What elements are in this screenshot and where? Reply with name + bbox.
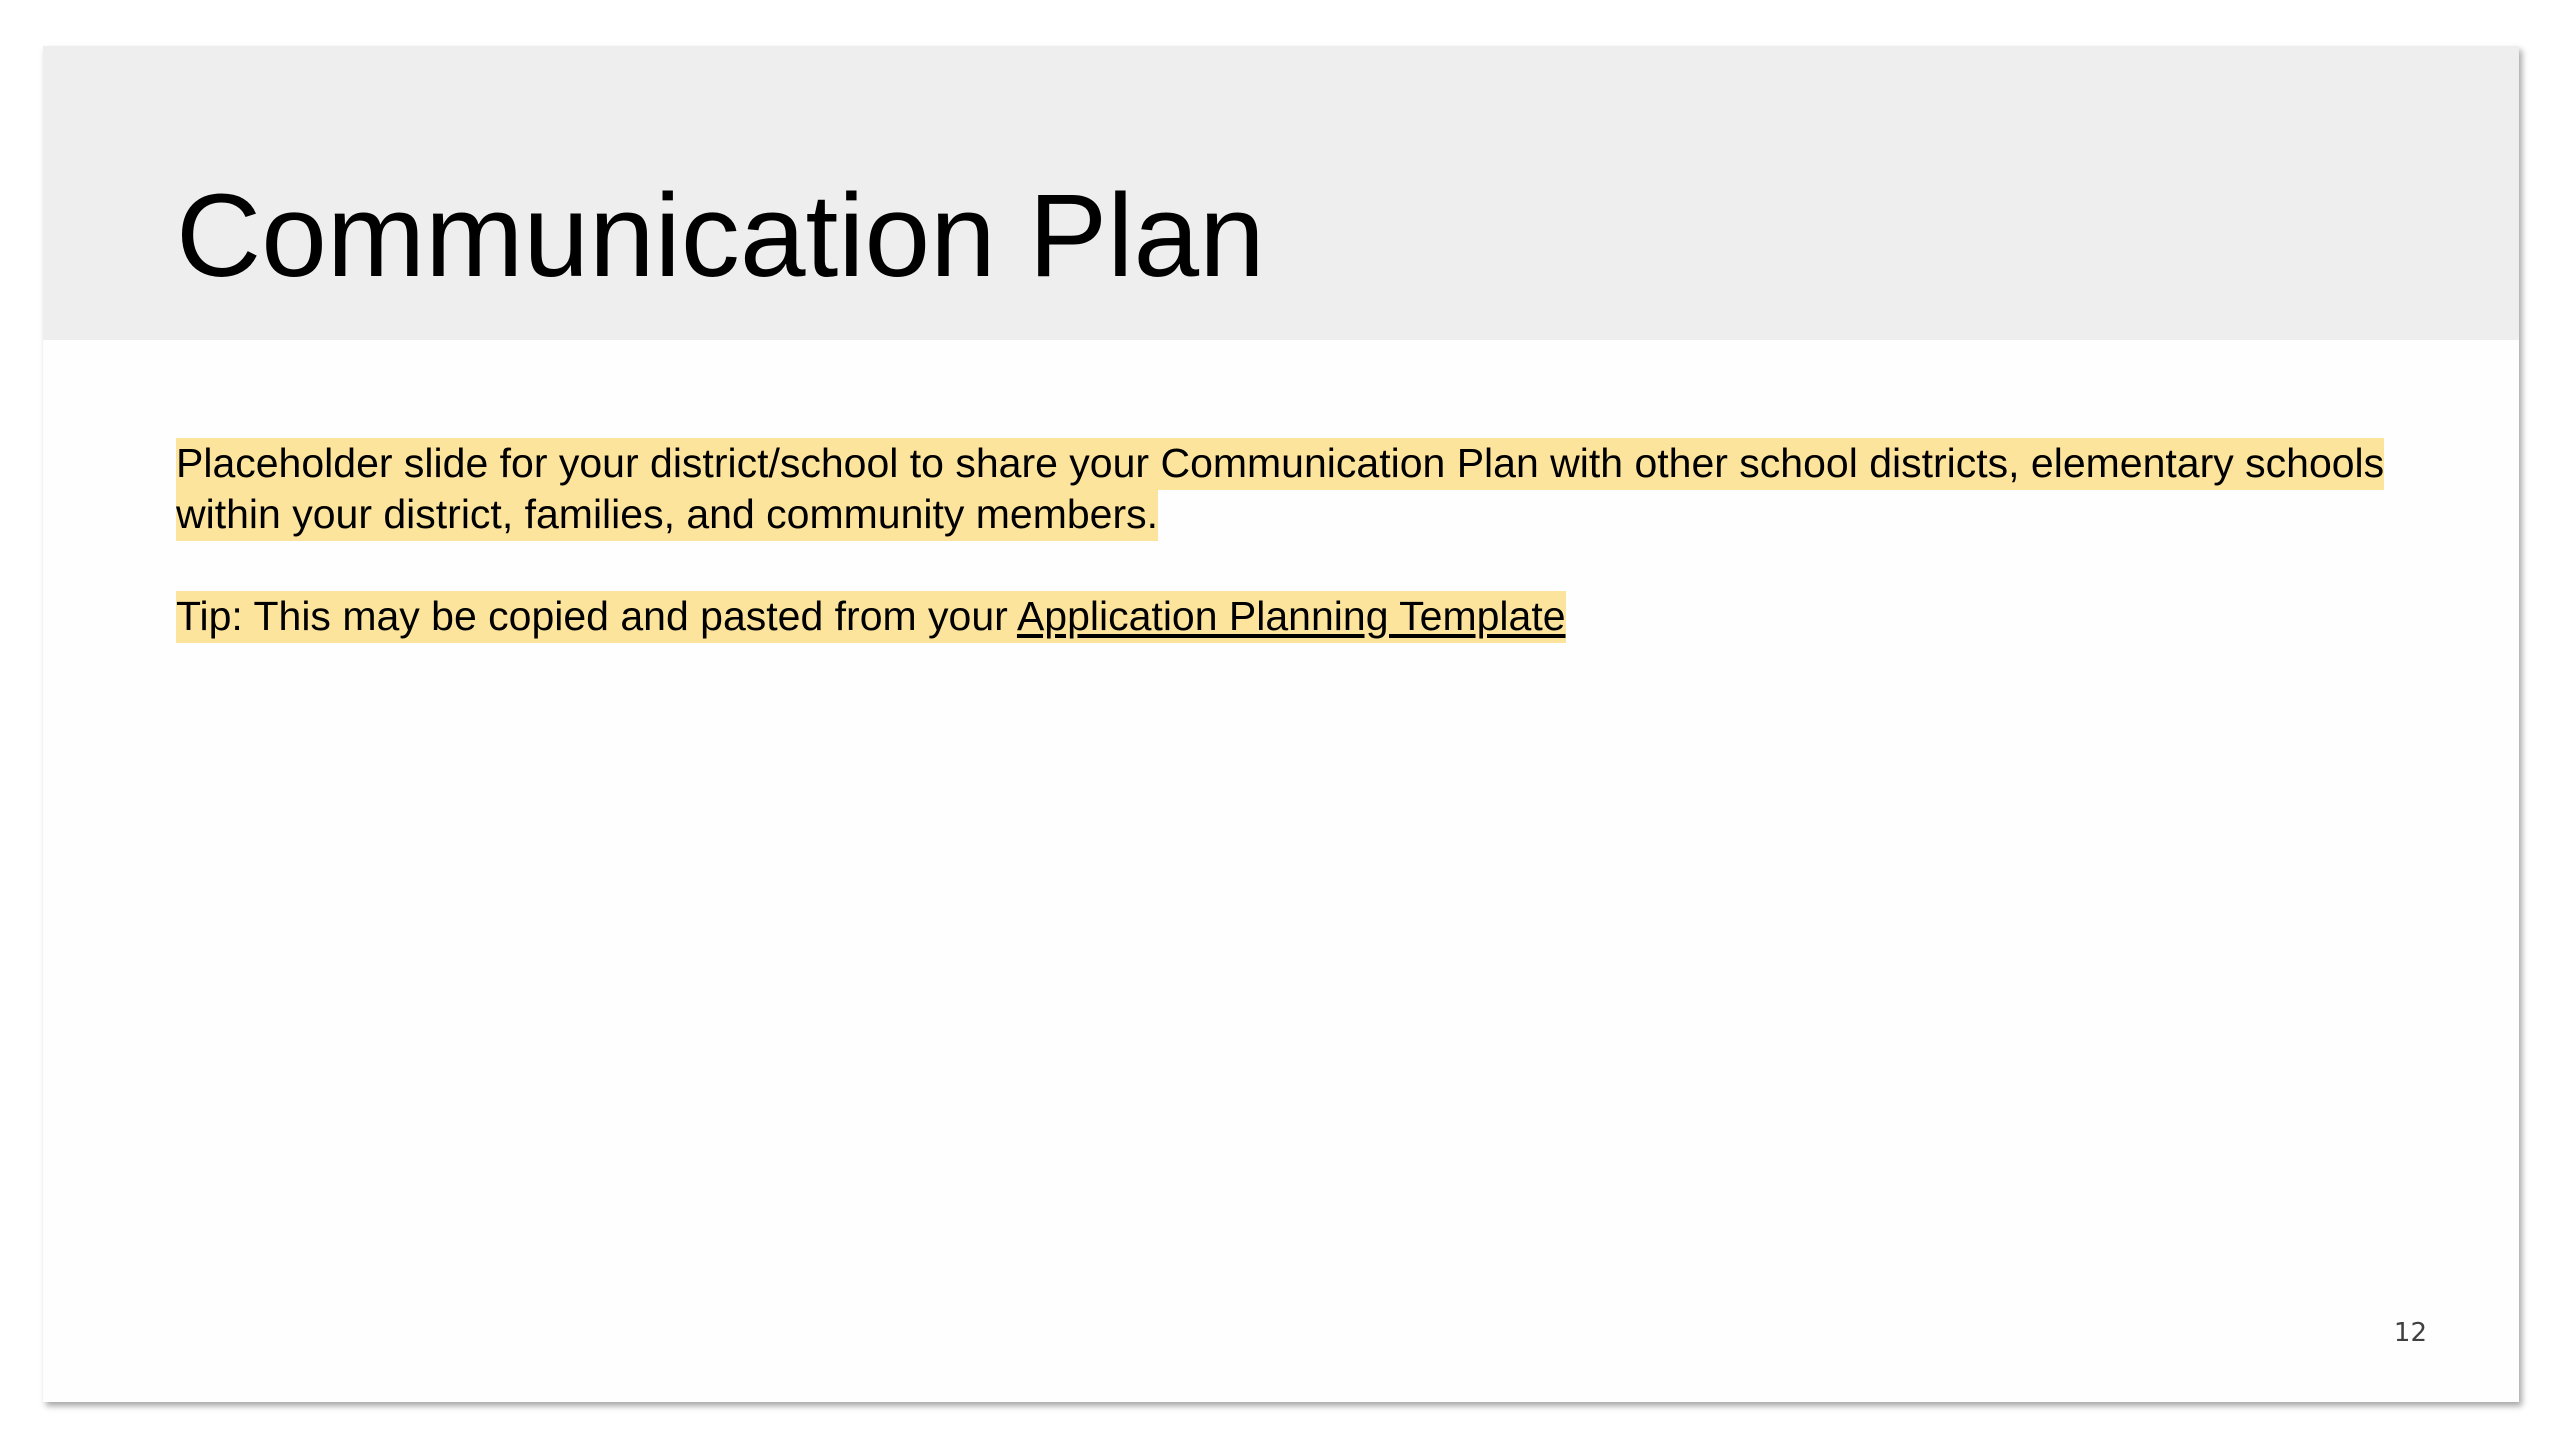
slide	[43, 46, 2519, 1402]
placeholder-paragraph	[176, 438, 2416, 540]
slide-body	[176, 438, 2416, 642]
title-band	[43, 46, 2519, 340]
tip-text: Tip: This may be copied and pasted from your	[176, 591, 1017, 643]
slide-title: Communication Plan	[176, 170, 1265, 302]
page-number: 12	[2393, 1318, 2427, 1348]
tip-paragraph	[176, 591, 2416, 642]
application-planning-template-link[interactable]: Application Planning Template	[1017, 591, 1566, 643]
placeholder-text: Placeholder slide for your district/school to share your Communication Plan with other school districts, elementary schools within your district, families, and community members.	[176, 438, 2384, 541]
